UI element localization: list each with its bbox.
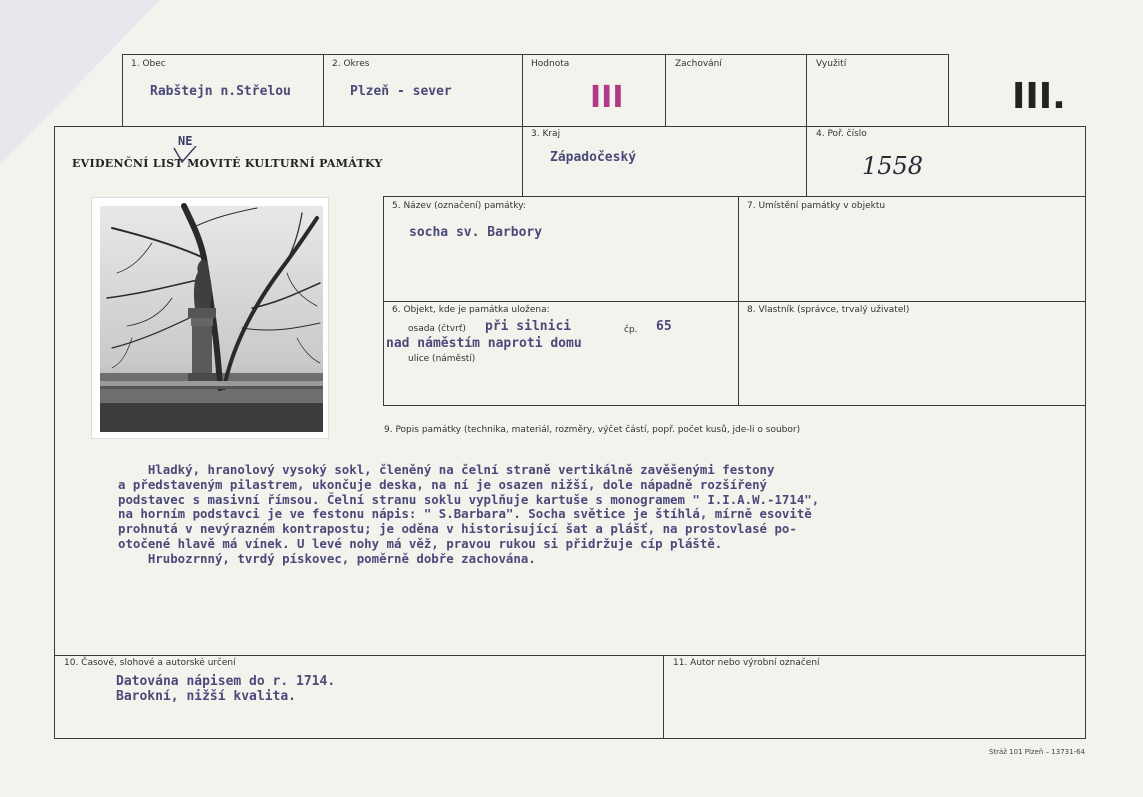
kraj-value: Západočeský — [550, 150, 637, 165]
description-line: na horním podstavci je ve festonu nápis: " S.Barbara". Socha světice je štíhlá, mírně esovitě — [118, 506, 812, 522]
umisteni-label: 7. Umístění památky v objektu — [747, 201, 886, 211]
hodnota-label: Hodnota — [531, 59, 570, 69]
obec-value: Rabštejn n.Střelou — [150, 84, 291, 99]
cp-value: 65 — [656, 319, 672, 334]
popis-label: 9. Popis památky (technika, materiál, rozměry, výčet částí, popř. počet kusů, jde-li o soubor) — [384, 425, 801, 435]
okres-label: 2. Okres — [332, 59, 370, 69]
vyuziti-label: Využití — [816, 59, 847, 69]
okres-value: Plzeň - sever — [350, 84, 452, 99]
objekt-value-line2: nad náměstím naproti domu — [386, 336, 582, 351]
rule — [383, 196, 1085, 197]
casove-value-line2: Barokní, nižší kvalita. — [116, 689, 297, 704]
kraj-label: 3. Kraj — [531, 129, 561, 139]
rule — [122, 54, 123, 126]
rule — [806, 54, 807, 196]
description-line: otočené hlavě má vínek. U levé nohy má věž, pravou rukou si přidržuje cíp pláště. — [118, 535, 723, 551]
rule — [54, 126, 1085, 127]
printer-imprint: Stráž 101 Plzeň – 13731-64 — [988, 748, 1085, 756]
insertion-caret-icon — [170, 146, 200, 166]
vlastnik-label: 8. Vlastník (správce, trvalý uživatel) — [747, 305, 910, 315]
title-insert-ne: NE — [178, 134, 193, 148]
rule — [54, 738, 1086, 739]
form-title: EVIDENČNÍ LIST MOVITÉ KULTURNÍ PAMÁTKY — [72, 157, 383, 170]
description-line: a představeným pilastrem, ukončuje deska, na ní je osazen nižší, dole nápadně rozšířený — [118, 476, 768, 492]
torn-corner — [0, 0, 160, 165]
description-line: Hrubozrnný, tvrdý pískovec, poměrně dobře zachována. — [118, 550, 536, 566]
rule — [1085, 126, 1086, 738]
ulice-label: ulice (náměstí) — [408, 354, 476, 364]
rule — [665, 54, 666, 126]
objekt-label: 6. Objekt, kde je památka uložena: — [392, 305, 550, 315]
statue-photo-image — [92, 198, 328, 438]
nazev-label: 5. Název (označení) památky: — [392, 201, 526, 211]
rule — [663, 655, 664, 738]
description-line: prohnutá v nevýrazném kontrapostu; je oděna v historisující šat a plášť, na prostovlasé po- — [118, 521, 797, 537]
monument-photo — [92, 198, 328, 438]
rule — [323, 54, 324, 126]
rule — [948, 54, 949, 126]
autor-label: 11. Autor nebo výrobní označení — [673, 658, 820, 668]
rule — [383, 301, 1085, 302]
objekt-value-line1: při silnici — [485, 319, 572, 334]
zachovani-label: Zachování — [675, 59, 722, 69]
por-cislo-label: 4. Poř. číslo — [816, 129, 867, 139]
nazev-value: socha sv. Barbory — [409, 225, 543, 240]
rule — [54, 126, 55, 738]
description-line: Hladký, hranolový vysoký sokl, členěný na čelní straně vertikálně zavěšenými festony — [118, 462, 775, 477]
obec-label: 1. Obec — [131, 59, 166, 69]
casove-label: 10. Časové, slohové a autorské určení — [64, 658, 236, 668]
corner-mark: III. — [1012, 76, 1066, 117]
casove-value-line1: Datována nápisem do r. 1714. — [116, 674, 336, 689]
rule — [54, 655, 1085, 656]
description-text — [118, 463, 819, 567]
rule — [122, 54, 948, 55]
hodnota-value-stamp: III — [590, 80, 624, 115]
description-line: podstavec s masivní římsou. Čelní stranu soklu vyplňuje kartuše s monogramem " I.I.A.W.-1714", — [118, 491, 820, 507]
rule — [522, 54, 523, 196]
cp-label: čp. — [624, 325, 638, 335]
osada-label: osada (čtvrť) — [408, 324, 466, 334]
por-cislo-value: 1558 — [862, 152, 924, 180]
rule — [383, 405, 1085, 406]
